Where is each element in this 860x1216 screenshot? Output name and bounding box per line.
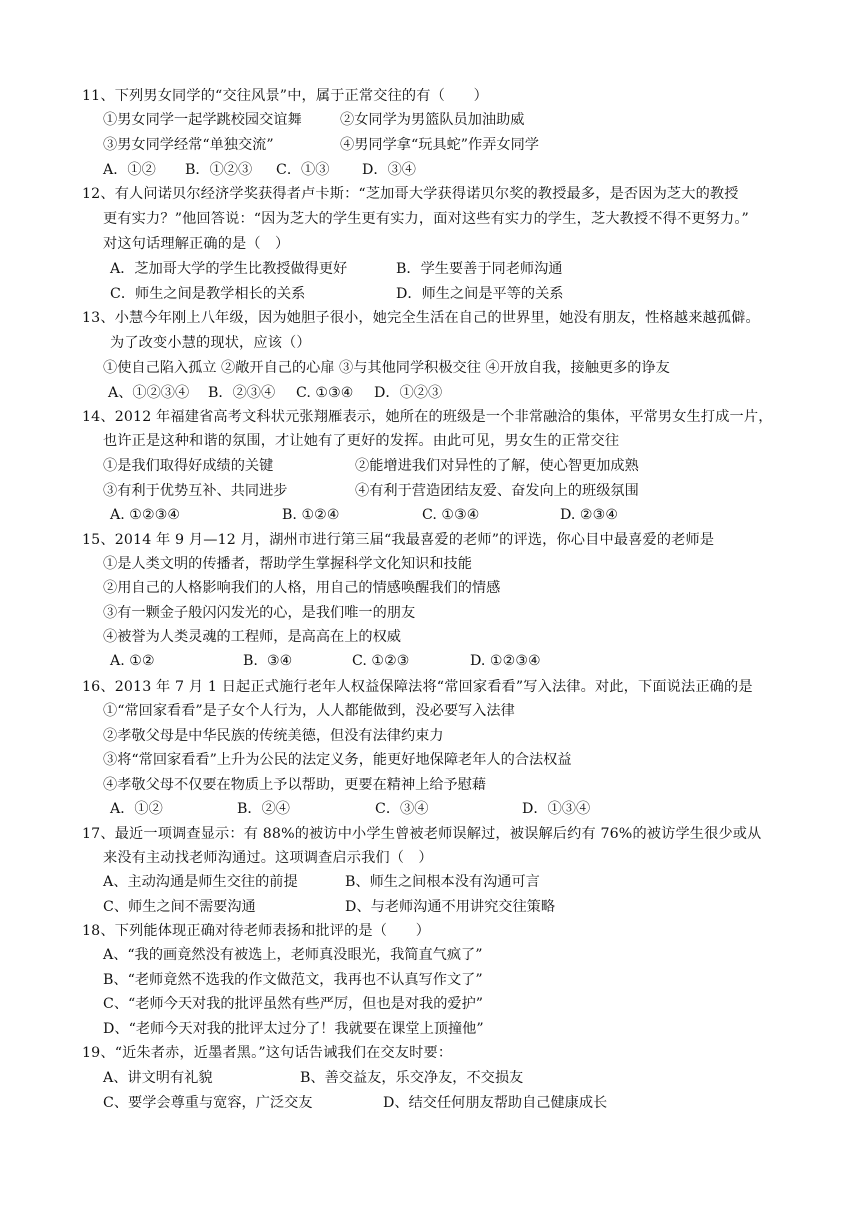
question-13-stem-line-2: 为了改变小慧的现状，应该（） [110, 335, 311, 351]
question-15-option-c: C. ①②③ [352, 653, 410, 669]
question-19-stem: 19、“近朱者赤，近墨者黑。”这句话告诫我们在交友时要： [82, 1045, 453, 1061]
question-13-stem-line-1: 13、小慧今年刚上八年级，因为她胆子很小，她完全生活在自己的世界里，她没有朋友，性格越来越孤僻。 [82, 310, 760, 326]
question-15-option-b: B. ③④ [243, 653, 293, 669]
question-14-item-2: ②能增进我们对异性的了解，使心智更加成熟 [355, 458, 639, 474]
question-12-option-c: C．师生之间是教学相长的关系 [110, 286, 306, 302]
question-19-option-d: D、结交任何朋友帮助自己健康成长 [383, 1095, 608, 1111]
question-14-option-c: C. ①③④ [422, 507, 480, 523]
question-13-option-b: B．②③④ [208, 385, 276, 401]
question-17-option-c: C、师生之间不需要沟通 [103, 899, 256, 915]
question-13-option-c: C. ①③④ [296, 385, 354, 401]
question-16-item-4: ④孝敬父母不仅要在物质上予以帮助，更要在精神上给予慰藉 [103, 777, 487, 793]
question-14-option-d: D. ②③④ [560, 507, 619, 523]
question-13-option-d: D．①②③ [374, 385, 443, 401]
question-18-option-a: A、“我的画竟然没有被选上，老师真没眼光，我简直气疯了” [103, 947, 483, 963]
question-12-option-d: D．师生之间是平等的关系 [396, 286, 564, 302]
question-12-stem-line-3: 对这句话理解正确的是（ ） [103, 236, 290, 252]
question-11-item-3: ③男女同学经常“单独交流” [103, 137, 274, 153]
question-11-option-a: A．①② [103, 162, 156, 178]
question-17-stem-line-1: 17、最近一项调查显示：有 88%的被访中小学生曾被老师误解过，被误解后约有 76%的被访学生很少或从 [82, 826, 762, 842]
question-18-option-b: B、“老师竟然不选我的作文做范文，我再也不认真写作文了” [103, 972, 483, 988]
question-16-stem: 16、2013 年 7 月 1 日起正式施行老年人权益保障法将“常回家看看”写入法律。对此，下面说法正确的是 [82, 679, 753, 695]
question-19-option-a: A、讲文明有礼貌 [103, 1070, 213, 1086]
question-15-option-a: A. ①② [110, 653, 155, 669]
question-18-option-d: D、“老师今天对我的批评太过分了！我就要在课堂上顶撞他” [103, 1021, 484, 1037]
question-15-item-3: ③有一颗金子般闪闪发光的心，是我们唯一的朋友 [103, 605, 416, 621]
question-14-option-b: B. ①②④ [282, 507, 340, 523]
question-11-item-4: ④男同学拿“玩具蛇”作弄女同学 [340, 137, 539, 153]
question-16-option-a: A．①② [110, 801, 163, 817]
question-11-item-1: ①男女同学一起学跳校园交谊舞 [103, 112, 302, 128]
question-11-option-b: B．①②③ [185, 162, 253, 178]
question-14-item-3: ③有利于优势互补、共同进步 [103, 483, 288, 499]
question-14-item-1: ①是我们取得好成绩的关键 [103, 458, 274, 474]
question-13-option-a: A、①②③④ [108, 385, 190, 401]
question-15-stem: 15、2014 年 9 月—12 月，湖州市进行第三届“我最喜爱的老师”的评选，你心目中最喜爱的老师是 [82, 532, 715, 548]
question-16-item-3: ③将“常回家看看”上升为公民的法定义务，能更好地保障老年人的合法权益 [103, 752, 572, 768]
question-11-stem: 11、下列男女同学的“交往风景”中，属于正常交往的有（ ） [82, 88, 488, 104]
question-14-item-4: ④有利于营造团结友爱、奋发向上的班级氛围 [355, 483, 639, 499]
question-16-option-d: D．①③④ [522, 801, 591, 817]
question-18-stem: 18、下列能体现正确对待老师表扬和批评的是（ ） [82, 923, 431, 939]
question-14-option-a: A. ①②③④ [110, 507, 181, 523]
question-18-option-c: C、“老师今天对我的批评虽然有些严厉，但也是对我的爱护” [103, 996, 484, 1012]
question-13-items: ①使自己陷入孤立 ②敞开自己的心扉 ③与其他同学积极交往 ④开放自我，接触更多的诤友 [103, 360, 670, 376]
question-19-option-b: B、善交益友，乐交净友，不交损友 [300, 1070, 524, 1086]
question-11-option-c: C．①③ [276, 162, 330, 178]
question-11-option-d: D．③④ [362, 162, 416, 178]
question-12-option-b: B．学生要善于同老师沟通 [396, 261, 563, 277]
question-12-option-a: A．芝加哥大学的学生比教授做得更好 [110, 261, 348, 277]
question-15-item-4: ④被誉为人类灵魂的工程师，是高高在上的权威 [103, 629, 401, 645]
question-16-option-c: C．③④ [375, 801, 429, 817]
question-15-item-1: ①是人类文明的传播者，帮助学生掌握科学文化知识和技能 [103, 556, 472, 572]
question-17-option-a: A、主动沟通是师生交往的前提 [103, 874, 298, 890]
question-16-item-1: ①“常回家看看”是子女个人行为，人人都能做到，没必要写入法律 [103, 703, 515, 719]
question-17-stem-line-2: 来没有主动找老师沟通过。这项调查启示我们（ ） [103, 850, 433, 866]
question-19-option-c: C、要学会尊重与宽容，广泛交友 [103, 1095, 313, 1111]
question-16-option-b: B．②④ [237, 801, 290, 817]
question-17-option-d: D、与老师沟通不用讲究交往策略 [345, 899, 556, 915]
question-16-item-2: ②孝敬父母是中华民族的传统美德，但没有法律约束力 [103, 728, 444, 744]
question-12-stem-line-2: 更有实力？”他回答说：“因为芝大的学生更有实力，面对这些有实力的学生，芝大教授不得不更努力。” [103, 211, 749, 227]
question-17-option-b: B、师生之间根本没有沟通可言 [345, 874, 540, 890]
question-15-option-d: D. ①②③④ [470, 653, 541, 669]
question-14-stem-line-2: 也许正是这种和谐的氛围，才让她有了更好的发挥。由此可见，男女生的正常交往 [103, 433, 620, 449]
question-15-item-2: ②用自己的人格影响我们的人格，用自己的情感唤醒我们的情感 [103, 580, 501, 596]
question-11-item-2: ②女同学为男篮队员加油助威 [340, 112, 525, 128]
question-12-stem-line-1: 12、有人问诺贝尔经济学奖获得者卢卡斯：“芝加哥大学获得诺贝尔奖的教授最多，是否因为芝大的教授 [82, 186, 739, 202]
question-14-stem-line-1: 14、2012 年福建省高考文科状元张翔雁表示，她所在的班级是一个非常融洽的集体，平常男女生打成一片， [82, 409, 773, 425]
